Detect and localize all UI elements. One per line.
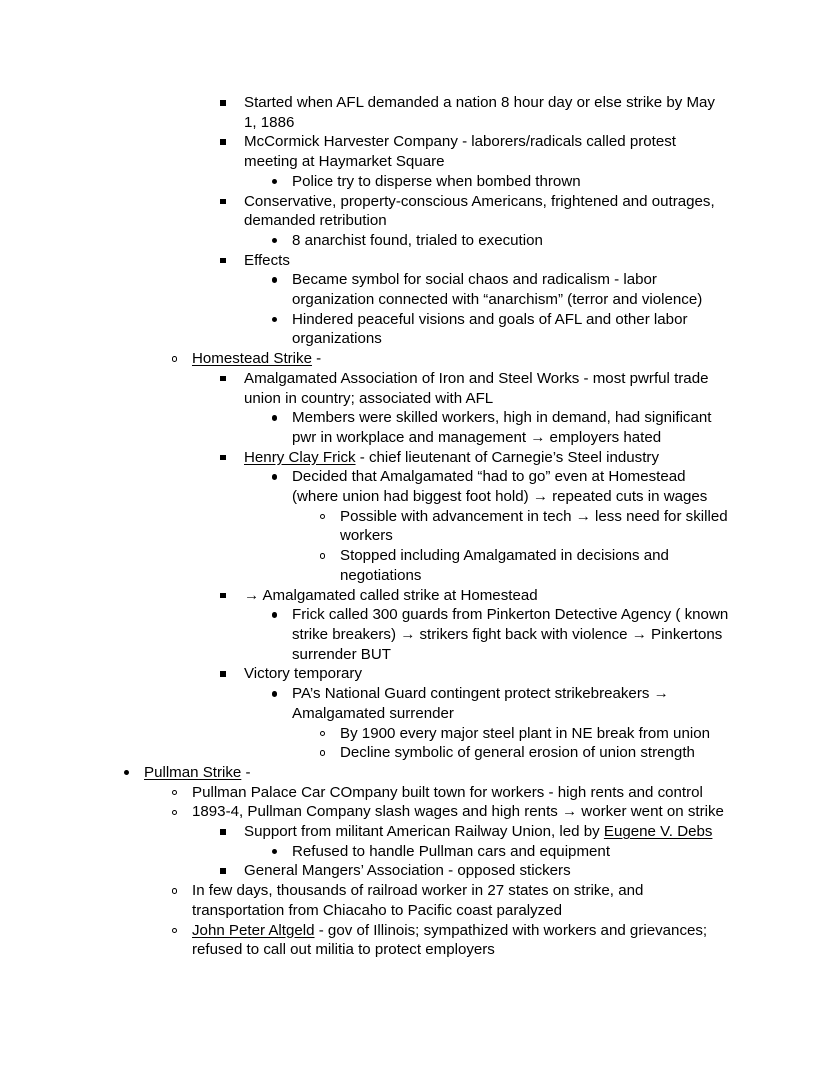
outline-text: → Amalgamated called strike at Homestead xyxy=(244,586,538,604)
disc-bullet-icon xyxy=(272,415,277,420)
outline-text: Conservative, property-conscious Americans, frightened and outrages, demanded retribution xyxy=(244,192,715,230)
square-bullet-icon xyxy=(220,455,226,461)
outline-item xyxy=(0,349,828,369)
circle-bullet-icon xyxy=(172,888,177,893)
outline-item xyxy=(0,605,828,664)
outline-text: - xyxy=(241,763,251,781)
key-term: John Peter Altgeld xyxy=(192,921,315,939)
outline-item-line xyxy=(0,822,828,842)
square-bullet-icon xyxy=(220,829,226,835)
outline-item xyxy=(0,802,828,822)
circle-bullet-icon xyxy=(320,750,325,755)
circle-bullet-icon xyxy=(172,810,177,815)
outline-item-line xyxy=(0,467,828,506)
outline-item-line xyxy=(0,586,828,606)
circle-bullet-icon xyxy=(320,553,325,558)
outline-item xyxy=(0,507,828,546)
square-bullet-icon xyxy=(220,376,226,382)
outline-item xyxy=(0,231,828,251)
outline-item-line xyxy=(0,231,828,251)
circle-bullet-icon xyxy=(172,928,177,933)
outline-text: 8 anarchist found, trialed to execution xyxy=(292,231,543,249)
outline-item-line xyxy=(0,664,828,684)
outline-text: Police try to disperse when bombed thrown xyxy=(292,172,581,190)
outline-item-line xyxy=(0,507,828,546)
outline-item xyxy=(0,448,828,468)
outline-text: Pullman Palace Car COmpany built town for workers - high rents and control xyxy=(192,783,703,801)
square-bullet-icon xyxy=(220,100,226,106)
outline-item-line xyxy=(0,684,828,723)
disc-bullet-icon xyxy=(124,770,129,775)
outline-item xyxy=(0,724,828,744)
square-bullet-icon xyxy=(220,593,226,599)
outline-item xyxy=(0,881,828,920)
outline-text: In few days, thousands of railroad worker in 27 states on strike, and transportation from Chiacaho to Pacific coast paralyzed xyxy=(192,882,644,919)
outline-item-line xyxy=(0,310,828,349)
circle-bullet-icon xyxy=(172,356,177,361)
outline-item xyxy=(0,270,828,309)
outline-item-line xyxy=(0,192,828,231)
disc-bullet-icon xyxy=(272,277,277,282)
outline-text: General Mangers’ Association - opposed stickers xyxy=(244,862,571,880)
outline-item-line xyxy=(0,861,828,881)
outline-item-line xyxy=(0,605,828,664)
outline-item xyxy=(0,743,828,763)
outline-text: Members were skilled workers, high in demand, had significant pwr in workplace and management → employers hated xyxy=(292,409,712,446)
circle-bullet-icon xyxy=(172,790,177,795)
key-term: Homestead Strike xyxy=(192,350,312,368)
square-bullet-icon xyxy=(220,199,226,205)
outline-item xyxy=(0,310,828,349)
square-bullet-icon xyxy=(220,868,226,874)
disc-bullet-icon xyxy=(272,179,277,184)
outline-item xyxy=(0,172,828,192)
square-bullet-icon xyxy=(220,139,226,145)
disc-bullet-icon xyxy=(272,849,277,854)
outline-list xyxy=(0,93,828,960)
disc-bullet-icon xyxy=(272,612,277,617)
outline-text: Started when AFL demanded a nation 8 hour day or else strike by May 1, 1886 xyxy=(244,94,715,131)
square-bullet-icon xyxy=(220,671,226,677)
outline-item-line xyxy=(0,724,828,744)
square-bullet-icon xyxy=(220,258,226,264)
outline-text: McCormick Harvester Company - laborers/radicals called protest meeting at Haymarket Square xyxy=(244,133,676,171)
outline-item xyxy=(0,369,828,408)
outline-item-line xyxy=(0,842,828,862)
outline-item-line xyxy=(0,921,828,960)
outline-text: Support from militant American Railway Union, led by xyxy=(244,823,604,841)
outline-item-line xyxy=(0,251,828,271)
outline-text: By 1900 every major steel plant in NE break from union xyxy=(340,724,710,742)
disc-bullet-icon xyxy=(272,238,277,243)
key-term: Pullman Strike xyxy=(144,763,242,781)
outline-item-line xyxy=(0,546,828,585)
document-body xyxy=(0,93,828,960)
outline-text: Refused to handle Pullman cars and equipment xyxy=(292,842,611,860)
outline-item xyxy=(0,251,828,271)
outline-item-line xyxy=(0,802,828,822)
outline-item-line xyxy=(0,763,828,783)
outline-text: Stopped including Amalgamated in decisions and negotiations xyxy=(340,547,669,584)
key-term: Eugene V. Debs xyxy=(603,823,713,841)
outline-item xyxy=(0,93,828,132)
outline-text: Decline symbolic of general erosion of union strength xyxy=(340,744,695,762)
outline-item-line xyxy=(0,448,828,468)
outline-item xyxy=(0,842,828,862)
outline-item xyxy=(0,408,828,447)
outline-text: - chief lieutenant of Carnegie’s Steel industry xyxy=(355,448,659,466)
outline-item xyxy=(0,192,828,231)
outline-text: - xyxy=(311,350,322,368)
disc-bullet-icon xyxy=(272,474,277,479)
outline-item xyxy=(0,467,828,506)
outline-text: - gov of Illinois; sympathized with workers and grievances; refused to call out militia to protect employers xyxy=(192,921,708,959)
outline-item-line xyxy=(0,369,828,408)
outline-text: Amalgamated Association of Iron and Steel Works - most pwrful trade union in country; associated with AFL xyxy=(244,369,709,407)
outline-item-line xyxy=(0,93,828,132)
outline-item-line xyxy=(0,270,828,309)
outline-item xyxy=(0,763,828,783)
key-term: Henry Clay Frick xyxy=(244,448,356,466)
outline-item xyxy=(0,822,828,842)
outline-text: Possible with advancement in tech → less need for skilled workers xyxy=(340,507,728,545)
outline-item-line xyxy=(0,172,828,192)
outline-item-line xyxy=(0,783,828,803)
disc-bullet-icon xyxy=(272,317,277,322)
outline-item-line xyxy=(0,349,828,369)
outline-item xyxy=(0,132,828,171)
outline-item xyxy=(0,921,828,960)
outline-item xyxy=(0,664,828,684)
outline-text: Frick called 300 guards from Pinkerton Detective Agency ( known strike breakers) → strikers fight back with violence → Pinkertons surrender BUT xyxy=(292,606,729,663)
outline-text: 1893-4, Pullman Company slash wages and high rents → worker went on strike xyxy=(192,803,724,821)
circle-bullet-icon xyxy=(320,731,325,736)
outline-item-line xyxy=(0,132,828,171)
disc-bullet-icon xyxy=(272,691,277,696)
outline-item-line xyxy=(0,881,828,920)
outline-item xyxy=(0,861,828,881)
outline-text: Effects xyxy=(244,251,290,269)
circle-bullet-icon xyxy=(320,514,325,519)
outline-text: Decided that Amalgamated “had to go” even at Homestead (where union had biggest foot hold) → repeated cuts in wages xyxy=(292,468,708,506)
outline-item-line xyxy=(0,743,828,763)
outline-item xyxy=(0,546,828,585)
outline-item xyxy=(0,684,828,723)
outline-item xyxy=(0,586,828,606)
outline-item-line xyxy=(0,408,828,447)
outline-text: PA’s National Guard contingent protect strikebreakers → Amalgamated surrender xyxy=(292,685,669,722)
outline-text: Victory temporary xyxy=(244,665,362,683)
outline-item xyxy=(0,783,828,803)
outline-text: Hindered peaceful visions and goals of AFL and other labor organizations xyxy=(292,310,688,348)
outline-text: Became symbol for social chaos and radicalism - labor organization connected with “anarchism” (terror and violence) xyxy=(292,271,703,309)
